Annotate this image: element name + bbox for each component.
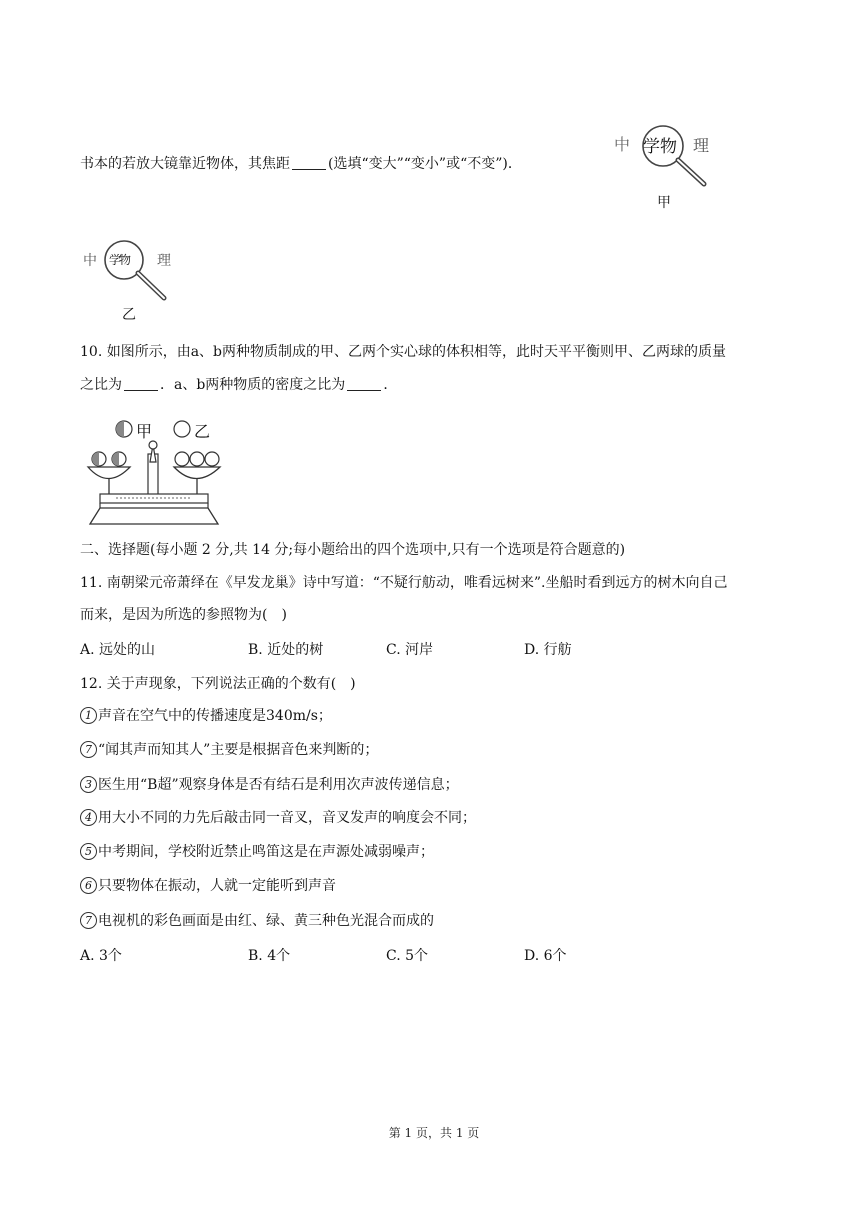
fig-yi-caption: 乙: [122, 307, 136, 323]
q11-option-a[interactable]: A. 远处的山: [80, 642, 156, 658]
q12-statement: [80, 842, 434, 862]
circled-number: 5: [80, 843, 97, 860]
q12-statement: [80, 775, 459, 795]
statement-text: “闻其声而知其人”主要是根据音色来判断的；: [98, 742, 379, 758]
circled-number: 7: [80, 912, 97, 929]
q12-statement: [80, 911, 434, 931]
statement-text: 只要物体在振动，人就一定能听到声音: [98, 878, 336, 894]
q10-line2: [80, 375, 397, 395]
q12-statement: [80, 876, 336, 896]
q10-answer-blank-1[interactable]: [124, 390, 158, 391]
circled-number: 4: [80, 809, 97, 826]
statement-text: 中考期间，学校附近禁止鸣笛这是在声源处减弱噪声；: [98, 844, 434, 860]
q11-option-d[interactable]: D. 行舫: [524, 642, 572, 658]
q10-line2-b: ．a、b两种物质的密度之比为: [160, 377, 346, 393]
fig-yi-magnified-text: 学物: [109, 253, 130, 267]
circled-number: 7: [80, 741, 97, 758]
circled-number: 1: [80, 707, 97, 724]
q9-text: [80, 154, 522, 174]
fig-yi-right-char: 理: [157, 253, 171, 269]
q9-answer-blank[interactable]: [292, 169, 326, 170]
statement-text: 电视机的彩色画面是由红、绿、黄三种色光混合而成的: [98, 913, 434, 929]
legend-jia: 甲: [136, 422, 153, 441]
q12-option-b[interactable]: B. 4个: [248, 948, 291, 964]
circled-number: 6: [80, 877, 97, 894]
statement-text: 声音在空气中的传播速度是340m/s；: [98, 708, 332, 724]
fig-yi-left-char: 中: [83, 253, 97, 269]
balance-figure: [86, 412, 226, 527]
legend-yi: 乙: [194, 422, 211, 441]
circled-number: 3: [80, 776, 97, 793]
figure-yi: [82, 236, 182, 326]
q9-text-b: (选填“变大”“变小”或“不变”)．: [328, 156, 522, 172]
q12-stem: 12. 关于声现象，下列说法正确的个数有( ): [80, 676, 356, 692]
fig-jia-magnified-text: 学物: [643, 137, 677, 157]
q11-line2: 而来，是因为所选的参照物为( ): [80, 607, 287, 623]
statement-text: 用大小不同的力先后敲击同一音叉，音叉发声的响度会不同；: [98, 810, 476, 826]
q12-statement: [80, 706, 332, 726]
fig-jia-right-char: 理: [693, 136, 710, 155]
q12-option-d[interactable]: D. 6个: [524, 948, 567, 964]
q12-statement: [80, 740, 378, 760]
fig-jia-caption: 甲: [657, 195, 671, 211]
page-footer: 第 1 页，共 1 页: [388, 1126, 480, 1140]
magnifier-icon: [82, 236, 182, 308]
q10-answer-blank-2[interactable]: [347, 390, 381, 391]
section-heading: 二、选择题(每小题 2 分,共 14 分;每小题给出的四个选项中,只有一个选项是符合题意的): [80, 542, 626, 558]
q11-option-b[interactable]: B. 近处的树: [248, 642, 324, 658]
figure-jia: [612, 122, 722, 217]
q10-line2-c: ．: [383, 377, 398, 393]
q11-line1: 11. 南朝梁元帝萧绎在《早发龙巢》诗中写道：“不疑行舫动，唯看远树来”.坐船时看到远方的树木向自己: [80, 575, 728, 591]
q12-statement: [80, 808, 476, 828]
fig-jia-left-char: 中: [614, 135, 631, 154]
q10-line1: 10. 如图所示，由a、b两种物质制成的甲、乙两个实心球的体积相等，此时天平平衡则甲、乙两球的质量: [80, 344, 727, 360]
q10-line2-a: 之比为: [80, 377, 122, 393]
q11-option-c[interactable]: C. 河岸: [386, 642, 434, 658]
q12-option-c[interactable]: C. 5个: [386, 948, 429, 964]
q12-option-a[interactable]: A. 3个: [80, 948, 122, 964]
q9-text-a: 书本的若放大镜靠近物体，其焦距: [80, 156, 290, 172]
statement-text: 医生用“B超”观察身体是否有结石是利用次声波传递信息；: [98, 777, 459, 793]
